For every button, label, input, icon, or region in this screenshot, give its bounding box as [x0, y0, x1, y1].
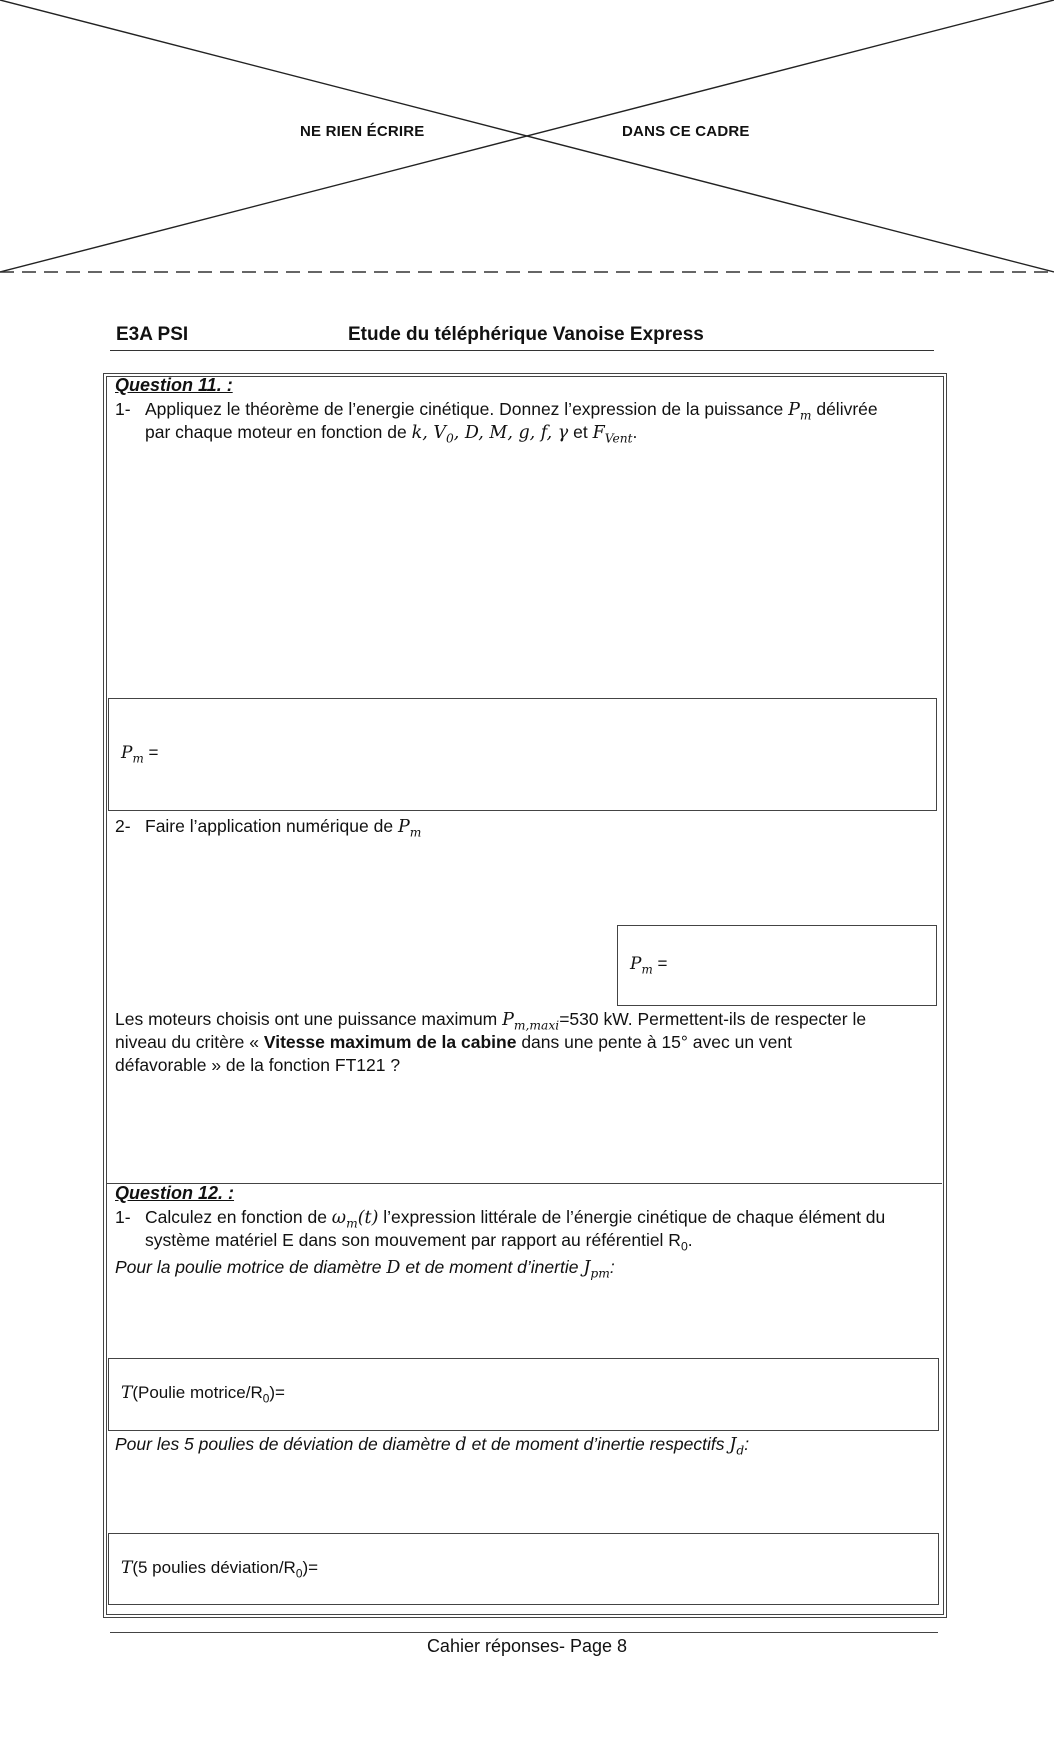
q11-item1-line2-a: par chaque moteur en fonction de: [145, 422, 407, 442]
answer-box-pm-expression[interactable]: [108, 698, 937, 811]
q12-deviation-prompt: Pour les 5 poulies de déviation de diamètre d et de moment d’inertie respectifs $J_d$:: [115, 1434, 750, 1458]
q11-criterion-bold: Vitesse maximum de la cabine: [263, 1032, 517, 1052]
q11-item1-text-a: Appliquez le théorème de l’energie cinétique. Donnez l’expression de la puissance: [145, 399, 784, 419]
header-rule: [110, 350, 934, 351]
q11-paragraph-line1: Les moteurs choisis ont une puissance maximum $P_{m,maxi}=530$ kW. Permettent-ils de respecter le: [115, 1009, 867, 1033]
answer-box-deviation-pulleys[interactable]: [108, 1533, 939, 1605]
q12-item1-line1: Calculez en fonction de $\omega_m(t)$ l’expression littérale de l’énergie cinétique de chaque élément du: [145, 1207, 886, 1231]
q11-paragraph-line2: niveau du critère « Vitesse maximum de la cabine dans une pente à 15° avec un vent: [115, 1032, 793, 1052]
footer-rule: [110, 1632, 938, 1633]
page-footer: Cahier réponses- Page 8: [426, 1636, 628, 1656]
question-12-title: Question 12. :: [115, 1183, 235, 1203]
q11-item1-fvent: $F_{Vent}$: [592, 423, 633, 446]
no-write-label-left: NE RIEN ÉCRIRE: [300, 123, 425, 140]
exam-label: E3A PSI: [116, 324, 189, 345]
q12-item1-num: 1-: [115, 1207, 131, 1227]
no-write-label-right: DANS CE CADRE: [622, 123, 750, 140]
q11-item1-line2: par chaque moteur en fonction de k, $V_0$, D, M, g, f, γ et $F_{Vent}$.: [145, 422, 638, 446]
document-title: Etude du téléphérique Vanoise Express: [348, 324, 704, 345]
answer-box-pm-numeric[interactable]: [617, 925, 937, 1006]
question-11-title: Question 11. :: [115, 375, 233, 395]
q12-item1-line2: système matériel E dans son mouvement par rapport au référentiel $R_0$.: [145, 1230, 693, 1254]
q11-item1-num: 1-: [115, 399, 131, 419]
answer-box-pm-numeric-label: $P_m$ =: [630, 954, 668, 977]
q11-item1-vars: k, $V_0$, D, M, g, f, γ: [411, 423, 569, 446]
q11-item1-and: et: [573, 422, 588, 442]
q12-pulley-prompt: Pour la poulie motrice de diamètre D et de moment d’inertie $J_{pm}$:: [115, 1257, 615, 1281]
answer-box-deviation-pulleys-label: T(5 poulies déviation/$R_0)=$: [121, 1558, 319, 1581]
q11-item1-pm: $P_m$: [788, 400, 812, 423]
no-write-zone: [0, 0, 1054, 280]
answer-box-drive-pulley[interactable]: [108, 1358, 939, 1431]
answer-box-drive-pulley-label: T(Poulie motrice/$R_0)=$: [121, 1383, 285, 1406]
q11-item2-num: 2-: [115, 816, 131, 836]
q11-item1-text-b: délivrée: [816, 399, 878, 419]
q11-paragraph-line3: défavorable » de la fonction FT121 ?: [115, 1055, 401, 1075]
answer-box-pm-label: $P_m$ =: [121, 743, 159, 766]
q11-item2-line: Faire l’application numérique de $P_m$: [145, 816, 422, 840]
